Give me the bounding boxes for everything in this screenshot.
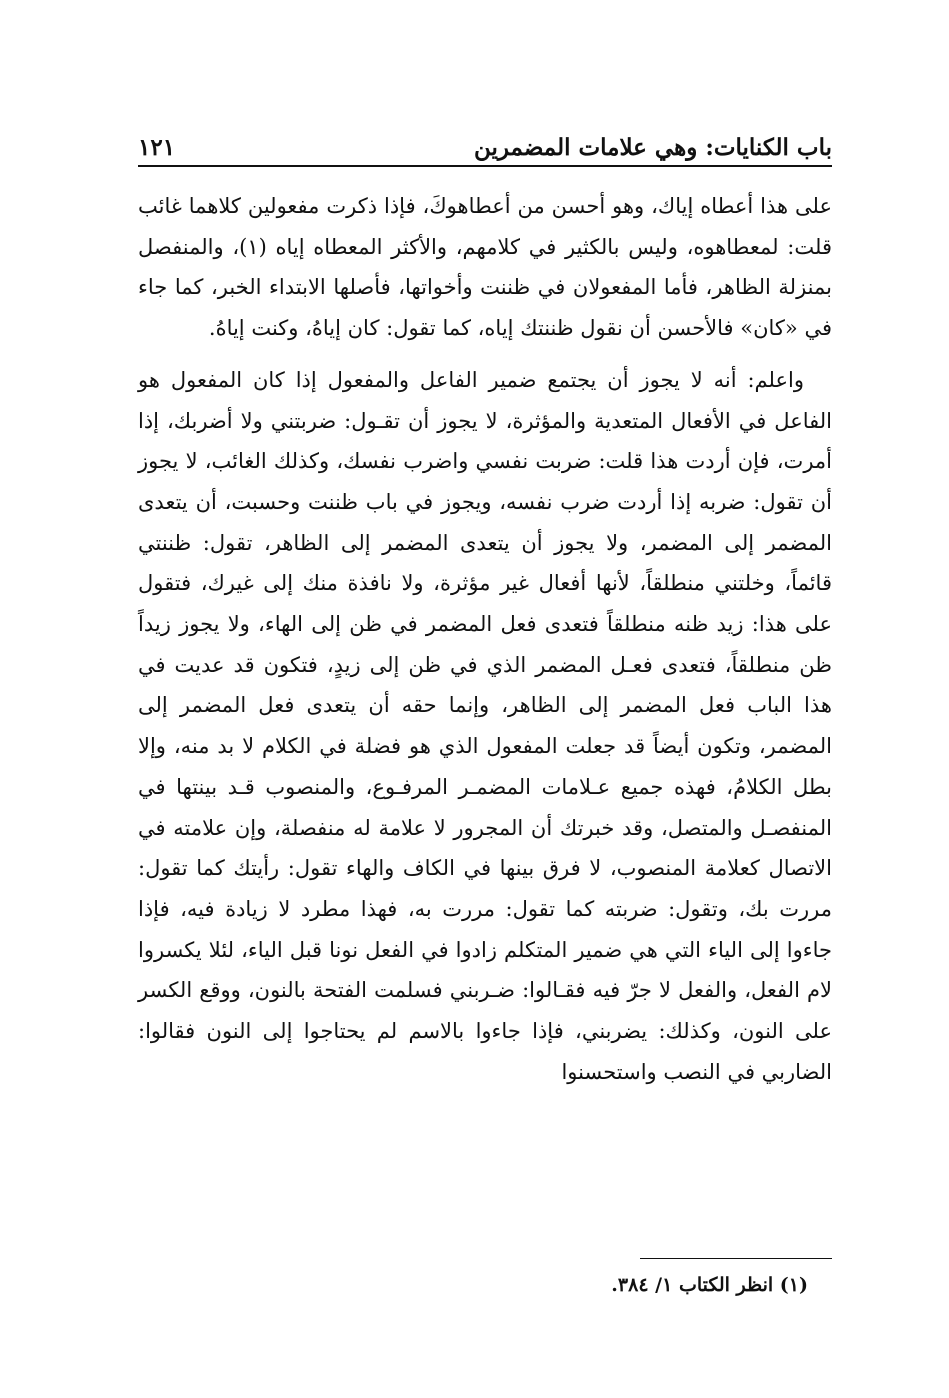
paragraph-2: واعلم: أنه لا يجوز أن يجتمع ضمير الفاعل والمفعول إذا كان المفعول هو الفاعل في الأفعال المتعدية والمؤثرة، لا يجوز أن تقـول: ضربتني ولا أضربك، إذا أمرت، فإن أردت هذا قلت: ضربت نفسي واضرب نفسك، وكذلك الغائب، لا يجوز أن تقول: ضربه إذا أردت ضرب نفسه، ويجوز في باب ظننت وحسبت، أن يتعدى المضمر إلى المضمر، ولا يجوز أن يتعدى المضمر إلى الظاهر، تقول: ظننتي قائماً، وخلتني منطلقاً، لأنها أفعال غير مؤثرة، ولا نافذة منك إلى غيرك، فتقول على هذا: زيد ظنه منطلقاً فتعدى فعل المضمر في ظن إلى الهاء، ولا يجوز زيداً ظن منطلقاً، فتعدى فعـل المضمر الذي في ظن إلى زيدٍ، فتكون قد عديت في هذا الباب فعل المضمر إلى الظاهر، وإنما حقه أن يتعدى فعل المضمر إلى المضمر، وتكون أيضاً قد جعلت المفعول الذي هو فضلة في الكلام لا بد منه، وإلا بطل الكلامُ، فهذه جميع عـلامات المضمـر المرفـوع، والمنصوب قـد بينتها في المنفصـل والمتصل، وقد خبرتك أن المجرور لا علامة له منفصلة، وإن علامته في الاتصال كعلامة المنصوب، لا فرق بينها في الكاف والهاء تقول: رأيتك كما تقول: مررت بك، وتقول: ضربته كما تقول: مررت به، فهذا مطرد لا زيادة فيه، فإذا جاءوا إلى الياء التي هي ضمير المتكلم زادوا في الفعل نونا قبل الياء، لئلا يكسروا لام الفعل، والفعل لا جرّ فيه فقـالوا: ضـربني فسلمت الفتحة بالنون، ووقع الكسر على النون، وكذلك: يضربني، فإذا جاءوا بالاسم لم يحتاجوا إلى النون فقالوا: الضاربي في النصب واستحسنوا xyxy=(138,367,832,1084)
page-header xyxy=(138,128,832,168)
header-rule xyxy=(138,165,832,167)
footnote-rule xyxy=(640,1258,832,1259)
footnote: (١) انظر الكتاب ١/ ٣٨٤. xyxy=(611,1274,808,1296)
page-number: ١٢١ xyxy=(138,134,176,161)
running-title: باب الكنايات: وهي علامات المضمرين xyxy=(473,134,832,161)
paragraph-1: على هذا أعطاه إياك، وهو أحسن من أعطاهوكَ، فإذا ذكرت مفعولين كلاهما غائب قلت: لمعطاهوه، وليس بالكثير في كلامهم، والأكثر المعطاه إياه (١)، والمنفصل بمنزلة الظاهر، فأما المفعولان في ظننت وأخواتها، فأصلها الابتداء الخبر، كما جاء في «كان» فالأحسن أن نقول ظننتك إياه، كما تقول: كان إياهُ، وكنت إياهُ. xyxy=(138,194,832,341)
main-text xyxy=(138,186,832,1092)
